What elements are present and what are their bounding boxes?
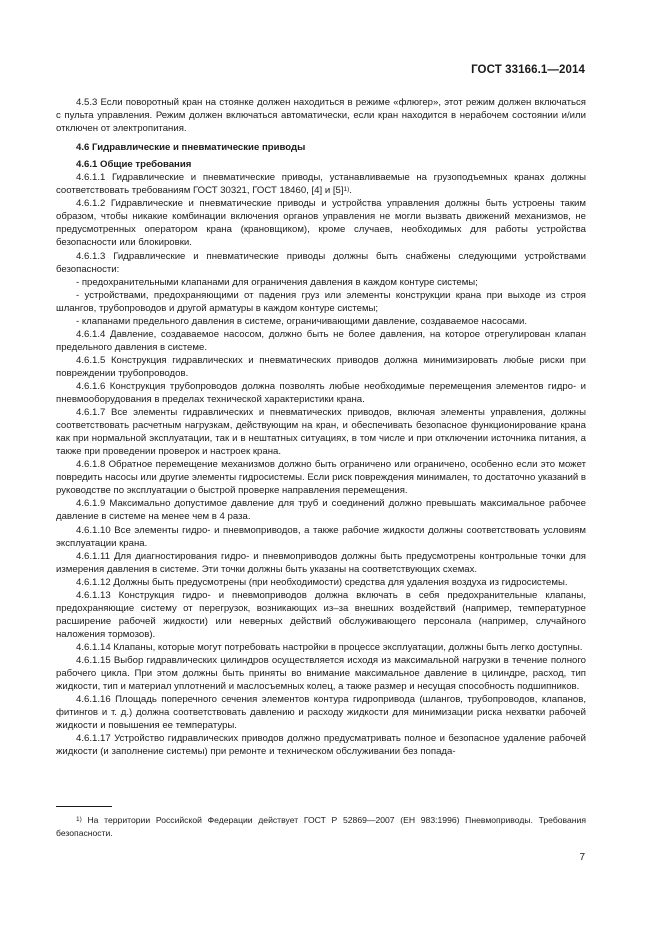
list-item-dash-1: - предохранительными клапанами для ограничения давления в каждом контуре системы; [76,276,478,288]
paragraph-4-6-1-10: 4.6.1.10 Все элементы гидро- и пневмоприводов, а также рабочие жидкости должны соответствовать условиям эксплуатации крана. [56,524,586,549]
footnote [56,814,586,840]
paragraph-4-6-1-12: 4.6.1.12 Должны быть предусмотрены (при необходимости) средства для удаления воздуха из гидросистемы. [76,576,568,588]
paragraph-4-6-1-6: 4.6.1.6 Конструкция трубопроводов должна позволять любые необходимые перемещения элементов гидро- и пневмооборудования в пределах технической характеристики крана. [56,380,586,406]
paragraph-4-6-1-16: 4.6.1.16 Площадь поперечного сечения элементов контура гидропривода (шлангов, трубопроводов, клапанов, фитингов и т. д.) должна соответствовать давлению и расходу жидкости для минимизации риска нехватки рабочей жидкости и повышения ее температуры. [56,694,586,732]
paragraph-4-6-1-1 [56,171,586,197]
footnote-divider [56,806,112,807]
document-header: ГОСТ 33166.1—2014 [471,64,585,76]
document-body [56,96,586,758]
paragraph-4-6-1-17: 4.6.1.17 Устройство гидравлических приводов должно предусматривать полное и безопасное удаление рабочей жидкости (и заполнение системы) при ремонте и техническом обслуживании без попада- [56,733,586,758]
paragraph-4-6-1-1-text: 4.6.1.1 Гидравлические и пневматические приводы, устанавливаемые на грузоподъемных кранах должны соответствовать требованиям ГОСТ 30321, ГОСТ 18460, [4] и [5] [56,172,586,197]
page-number: 7 [579,852,585,863]
paragraph-4-6-1-13: 4.6.1.13 Конструкция гидро- и пневмоприводов должна включать в себя предохранительные клапаны, предохраняющие систему от перегрузок, возникающих из–за внешних воздействий (например, температурное расширение рабочей жидкости) или неверных действий обслуживающего персонала (например, случайного наложения тормозов). [56,589,586,640]
list-item-dash-3: - клапанами предельного давления в системе, ограничивающими давление, создаваемое насосами. [76,315,527,327]
paragraph-4-6-1-5: 4.6.1.5 Конструкция гидравлических и пневматических приводов должна минимизировать любые риски при повреждении трубопроводов. [56,354,586,379]
footnote-text-block [56,814,586,840]
list-item-dash-2: - устройствами, предохраняющими от падения груз или элементы конструкции крана при выходе из строя шлангов, трубопроводов и другой арматуры в каждом контуре системы; [56,289,586,314]
paragraph-4-6-1-3: 4.6.1.3 Гидравлические и пневматические приводы должны быть снабжены следующими устройствами безопасности: [56,250,586,275]
subsection-heading-4-6-1: 4.6.1 Общие требования [76,159,192,171]
section-heading-4-6: 4.6 Гидравлические и пневматические приводы [76,142,306,154]
paragraph-4-6-1-14: 4.6.1.14 Клапаны, которые могут потребовать настройки в процессе эксплуатации, должны быть легко доступны. [76,641,583,653]
paragraph-4-6-1-7: 4.6.1.7 Все элементы гидравлических и пневматических приводов, включая элементы управления, должны соответствовать расчетным нагрузкам, действующим на кран, и обеспечивать безопасное функционирование крана как при нормальной эксплуатации, так и в нештатных ситуациях, в том числе и при отключении источника питания, а также при проведении проверок и настроек крана. [56,407,586,458]
footnote-ref: 1) [343,186,350,194]
paragraph-4-6-1-4: 4.6.1.4 Давление, создаваемое насосом, должно быть не более давления, на которое отрегулирован клапан предельного давления в системе. [56,328,586,353]
paragraph-4-6-1-15: 4.6.1.15 Выбор гидравлических цилиндров осуществляется исходя из максимальной нагрузки в течение полного рабочего цикла. При этом должны быть приняты во внимание максимальное давление в цилиндре, расход, тип жидкости, тип и материал уплотнений и маслосъемных колец, а также размер и несущая способность подшипников. [56,654,586,693]
footnote-mark: 1) [76,816,82,823]
paragraph-4-5-3: 4.5.3 Если поворотный кран на стоянке должен находиться в режиме «флюгер», этот режим должен включаться с пульта управления. Режим должен включаться автоматически, если кран находится в нерабочем состоянии и/или отключен от электропитания. [56,97,586,135]
footnote-text: На территории Российской Федерации действует ГОСТ Р 52869—2007 (ЕН 983:1996) Пневмоприводы. Требования безопасности. [56,815,586,838]
paragraph-4-6-1-8: 4.6.1.8 Обратное перемещение механизмов должно быть ограничено или ограничено, особенно если это может повредить насосы или другие элементы гидросистемы. Если риск повреждения минимален, то достаточно указаний в руководстве по эксплуатации о быстрой проверке направления перемещения. [56,459,586,497]
paragraph-4-6-1-1-end: . [349,185,352,197]
paragraph-4-6-1-11: 4.6.1.11 Для диагностирования гидро- и пневмоприводов должны быть предусмотрены контрольные точки для измерения давления в системе. Эти точки должны быть указаны на соответствующих схемах. [56,550,586,575]
paragraph-4-6-1-9: 4.6.1.9 Максимально допустимое давление для труб и соединений должно превышать максимальное рабочее давление в системе на менее чем в 4 раза. [56,498,586,523]
paragraph-4-6-1-2: 4.6.1.2 Гидравлические и пневматические приводы и устройства управления должны быть устроены таким образом, чтобы никакие комбинации включения органов управления не могли вызвать движений механизмов, не предусмотренных оператором крана (крановщиком), кроме случаев, необходимых для работы устройства безопасности или блокировки. [56,198,586,249]
